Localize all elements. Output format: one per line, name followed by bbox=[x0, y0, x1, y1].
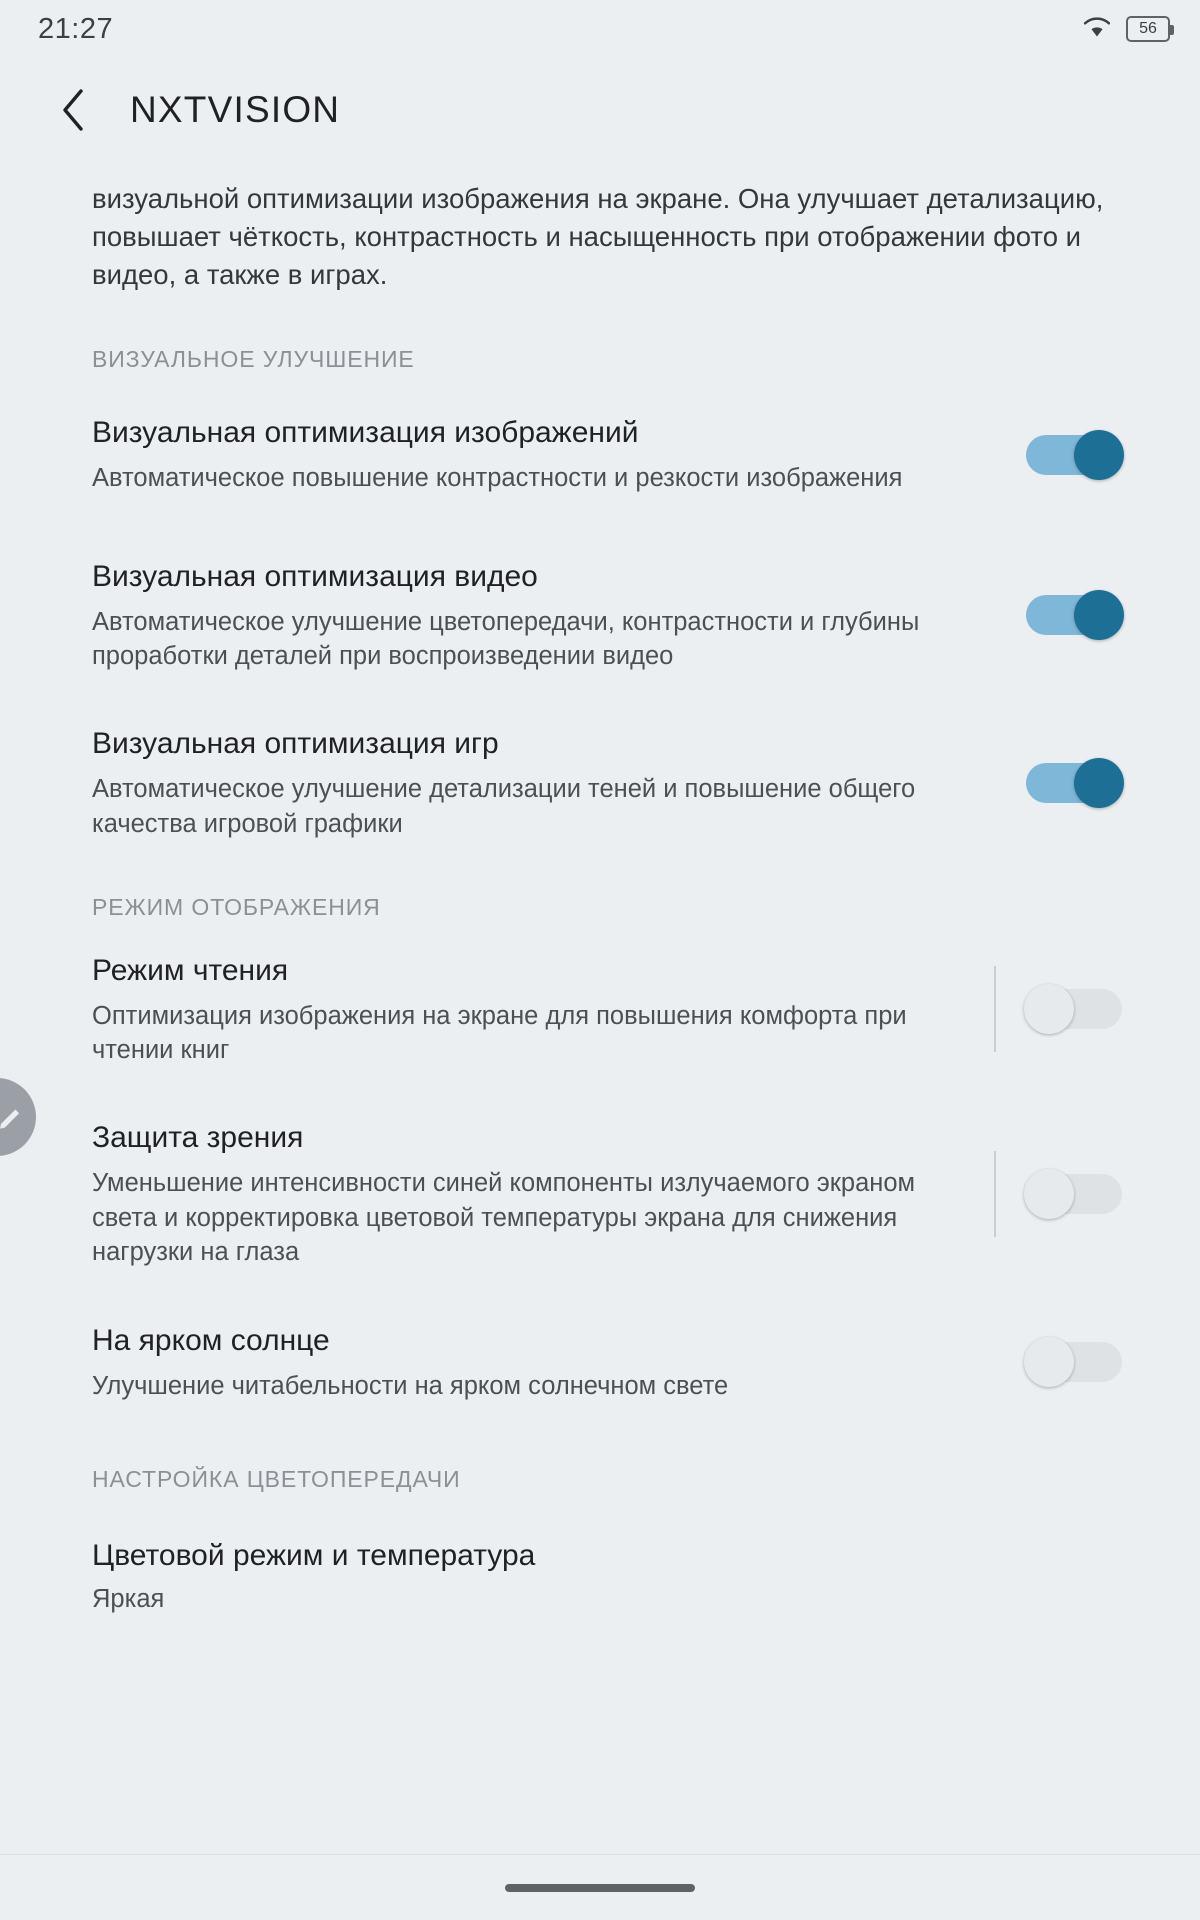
toggle-video-optimization[interactable] bbox=[1026, 595, 1122, 635]
setting-row-color-mode[interactable] bbox=[0, 1523, 1200, 1627]
status-indicators bbox=[1082, 15, 1170, 44]
toggle-sunlight-display[interactable] bbox=[1026, 1342, 1122, 1382]
battery-icon bbox=[1126, 16, 1170, 42]
status-bar bbox=[0, 0, 1200, 58]
setting-title: Цветовой режим и температура bbox=[92, 1538, 536, 1572]
battery-level: 56 bbox=[1139, 20, 1157, 37]
app-bar bbox=[0, 58, 1200, 162]
setting-row-sunlight-display[interactable] bbox=[0, 1310, 1200, 1414]
toggle-knob bbox=[1024, 984, 1074, 1034]
row-texts bbox=[92, 951, 994, 1068]
page-title: NXTVISION bbox=[130, 89, 341, 130]
vertical-divider bbox=[994, 1151, 996, 1237]
back-button[interactable] bbox=[50, 84, 96, 136]
status-time: 21:27 bbox=[38, 12, 114, 45]
setting-row-game-optimization[interactable] bbox=[0, 724, 1200, 841]
setting-title: Защита зрения bbox=[92, 1120, 304, 1154]
row-control bbox=[994, 595, 1154, 635]
setting-row-eye-comfort[interactable] bbox=[0, 1118, 1200, 1270]
toggle-game-optimization[interactable] bbox=[1026, 763, 1122, 803]
toggle-knob bbox=[1074, 758, 1124, 808]
row-texts bbox=[92, 1321, 994, 1404]
section-header-color-settings: НАСТРОЙКА ЦВЕТОПЕРЕДАЧИ bbox=[92, 1465, 461, 1492]
intro-description: визуальной оптимизации изображения на экране. Она улучшает детализацию, повышает чёткость, контрастность и насыщенность при отображении фото и видео, а также в играх. bbox=[92, 183, 1104, 290]
wifi-icon bbox=[1082, 15, 1112, 44]
toggle-knob bbox=[1074, 590, 1124, 640]
toggle-image-optimization[interactable] bbox=[1026, 435, 1122, 475]
row-control bbox=[994, 1174, 1154, 1214]
setting-subtitle: Улучшение читабельности на ярком солнечном свете bbox=[92, 1371, 729, 1400]
setting-subtitle: Уменьшение интенсивности синей компоненты излучаемого экраном света и корректировка цветовой температуры экрана для снижения нагрузки на глаза bbox=[92, 1168, 916, 1267]
row-control bbox=[994, 989, 1154, 1029]
setting-row-reading-mode[interactable] bbox=[0, 951, 1200, 1068]
row-texts bbox=[92, 557, 994, 674]
setting-title: На ярком солнце bbox=[92, 1323, 330, 1357]
toggle-knob bbox=[1024, 1337, 1074, 1387]
section-header-visual-enhancement: ВИЗУАЛЬНОЕ УЛУЧШЕНИЕ bbox=[92, 345, 415, 372]
toggle-knob bbox=[1024, 1169, 1074, 1219]
toggle-knob bbox=[1074, 430, 1124, 480]
vertical-divider bbox=[994, 966, 996, 1052]
setting-subtitle: Автоматическое улучшение цветопередачи, контрастности и глубины проработки деталей при воспроизведении видео bbox=[92, 607, 920, 671]
setting-row-video-optimization[interactable] bbox=[0, 557, 1200, 674]
toggle-eye-comfort[interactable] bbox=[1026, 1174, 1122, 1214]
row-texts bbox=[92, 724, 994, 841]
setting-subtitle: Автоматическое повышение контрастности и резкости изображения bbox=[92, 464, 903, 493]
row-control bbox=[994, 1342, 1154, 1382]
setting-subtitle: Автоматическое улучшение детализации теней и повышение общего качества игровой графики bbox=[92, 775, 916, 838]
settings-content bbox=[0, 162, 1200, 1854]
home-indicator[interactable] bbox=[505, 1884, 695, 1892]
row-control bbox=[994, 435, 1154, 475]
chevron-left-icon bbox=[60, 88, 86, 132]
setting-title: Визуальная оптимизация изображений bbox=[92, 416, 639, 450]
row-texts bbox=[92, 1536, 994, 1614]
setting-title: Визуальная оптимизация игр bbox=[92, 727, 499, 761]
system-navigation-bar bbox=[0, 1854, 1200, 1920]
section-header-display-mode: РЕЖИМ ОТОБРАЖЕНИЯ bbox=[92, 893, 381, 920]
toggle-reading-mode[interactable] bbox=[1026, 989, 1122, 1029]
row-control bbox=[994, 763, 1154, 803]
setting-value: Яркая bbox=[92, 1584, 165, 1613]
setting-subtitle: Оптимизация изображения на экране для повышения комфорта при чтении книг bbox=[92, 1001, 907, 1065]
setting-title: Визуальная оптимизация видео bbox=[92, 559, 538, 593]
setting-title: Режим чтения bbox=[92, 953, 289, 987]
setting-row-image-optimization[interactable] bbox=[0, 403, 1200, 507]
edit-pen-icon bbox=[0, 1102, 26, 1132]
row-texts bbox=[92, 413, 994, 496]
row-texts bbox=[92, 1118, 994, 1270]
